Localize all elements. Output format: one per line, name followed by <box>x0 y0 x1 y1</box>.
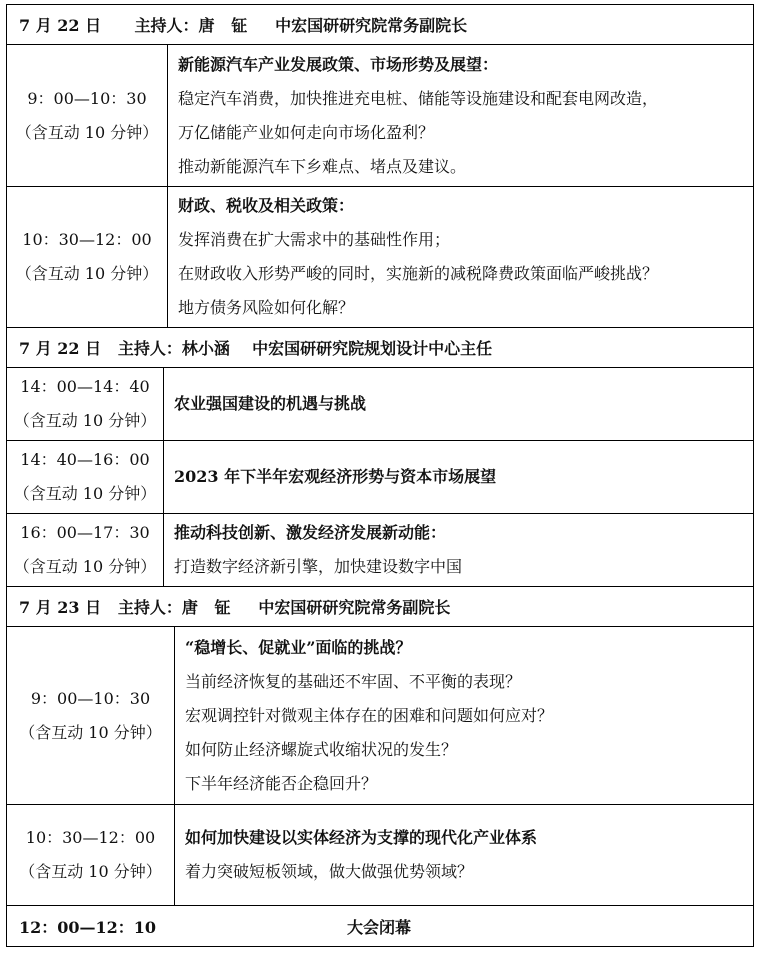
session-time: 14：40—16：00 <box>20 450 150 469</box>
session-note: （含互动 10 分钟） <box>19 722 162 742</box>
session-row <box>7 627 753 805</box>
session-line: 宏观调控针对微观主体存在的困难和问题如何应对？ <box>185 705 554 725</box>
session-content <box>175 627 753 804</box>
session-line: 地方债务风险如何化解？ <box>178 298 355 317</box>
session-note: （含互动 10 分钟） <box>13 484 157 503</box>
session-row <box>7 187 753 328</box>
session-line: 在财政收入形势严峻的同时，实施新的减税降费政策面临严峻挑战？ <box>178 264 659 283</box>
session-note: （含互动 10 分钟） <box>13 411 157 430</box>
session-title: 2023 年下半年宏观经济形势与资本市场展望 <box>174 467 497 486</box>
session-content <box>168 45 753 186</box>
session-time-cell <box>7 514 164 586</box>
section-header-text: 7 月 22 日 主持人：林小涵 中宏国研研究院规划设计中心主任 <box>19 339 493 358</box>
session-content <box>168 187 753 327</box>
session-row <box>7 805 753 906</box>
section-header <box>7 328 753 368</box>
session-line: 推动新能源汽车下乡难点、堵点及建议。 <box>178 156 467 176</box>
session-title: 推动科技创新、激发经济发展新动能： <box>174 523 447 542</box>
session-row <box>7 441 753 514</box>
session-row <box>7 45 753 187</box>
section-header-text: 7 月 23 日 主持人：唐 钲 中宏国研研究院常务副院长 <box>19 598 451 617</box>
session-note: （含互动 10 分钟） <box>15 264 159 283</box>
session-title: “稳增长、促就业”面临的挑战？ <box>185 637 412 657</box>
agenda-table <box>6 4 754 947</box>
session-time: 16：00—17：30 <box>20 523 150 542</box>
session-title: 农业强国建设的机遇与挑战 <box>174 394 367 413</box>
session-line: 着力突破短板领域，做大做强优势领域？ <box>185 862 474 881</box>
section-header <box>7 5 753 45</box>
session-line: 发挥消费在扩大需求中的基础性作用； <box>178 230 451 249</box>
session-title: 财政、税收及相关政策： <box>178 196 355 215</box>
session-time-cell <box>7 441 164 513</box>
session-content <box>164 368 753 440</box>
session-line: 万亿储能产业如何走向市场化盈利？ <box>178 122 435 142</box>
session-content <box>164 441 753 513</box>
session-line: 下半年经济能否企稳回升？ <box>185 773 378 793</box>
session-time: 9：00—10：30 <box>27 88 147 108</box>
session-time-cell <box>7 627 175 804</box>
session-content <box>175 805 753 905</box>
session-time-cell <box>7 187 168 327</box>
session-line: 打造数字经济新引擎，加快建设数字中国 <box>174 557 463 576</box>
session-time-cell <box>7 368 164 440</box>
session-line: 当前经济恢复的基础还不牢固、不平衡的表现？ <box>185 671 522 691</box>
closing-label: 大会闭幕 <box>347 917 412 937</box>
session-time-cell <box>7 805 175 905</box>
session-time: 10：30—12：00 <box>22 230 152 249</box>
session-title: 新能源汽车产业发展政策、市场形势及展望： <box>178 54 499 74</box>
session-time: 14：00—14：40 <box>20 377 150 396</box>
closing-row <box>7 906 753 946</box>
section-header-text: 7 月 22 日 主持人：唐 钲 中宏国研研究院常务副院长 <box>19 16 468 35</box>
session-row <box>7 514 753 587</box>
session-line: 稳定汽车消费，加快推进充电桩、储能等设施建设和配套电网改造， <box>178 88 659 108</box>
session-note: （含互动 10 分钟） <box>15 122 159 142</box>
session-note: （含互动 10 分钟） <box>13 557 157 576</box>
session-time-cell <box>7 45 168 186</box>
session-time: 9：00—10：30 <box>30 688 151 708</box>
section-header <box>7 587 753 627</box>
session-note: （含互动 10 分钟） <box>19 862 162 881</box>
session-line: 如何防止经济螺旋式收缩状况的发生？ <box>185 739 458 759</box>
session-title: 如何加快建设以实体经济为支撑的现代化产业体系 <box>185 828 538 847</box>
session-content <box>164 514 753 586</box>
session-time: 10：30—12：00 <box>25 828 156 847</box>
closing-time: 12：00—12：10 <box>19 917 157 937</box>
session-row <box>7 368 753 441</box>
